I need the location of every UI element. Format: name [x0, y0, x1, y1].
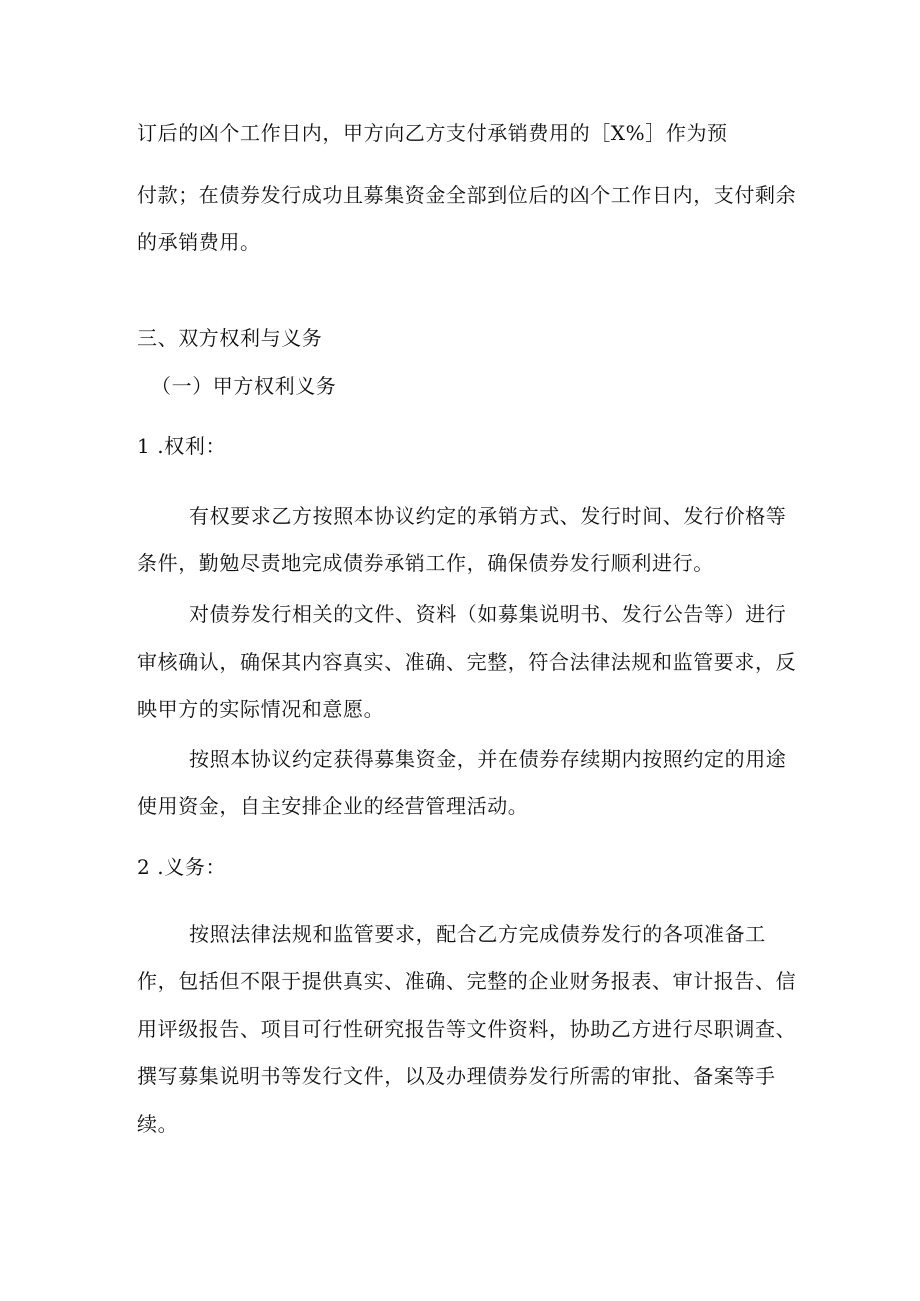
- subsection-heading: （一）甲方权利义务: [151, 374, 337, 398]
- obligations-paragraph-line-2: 作，包括但不限于提供真实、准确、完整的企业财务报表、审计报告、信: [137, 969, 797, 993]
- rights-paragraph-1-line-1: 有权要求乙方按照本协议约定的承销方式、发行时间、发行价格等: [189, 504, 787, 528]
- intro-line-2: 付款；在债券发行成功且募集资金全部到位后的凶个工作日内，支付剩余: [137, 183, 797, 207]
- rights-paragraph-2-line-2: 审核确认，确保其内容真实、准确、完整，符合法律法规和监管要求，反: [137, 650, 797, 674]
- rights-paragraph-2-line-3: 映甲方的实际情况和意愿。: [137, 697, 385, 721]
- intro-line-1: 订后的凶个工作日内，甲方向乙方支付承销费用的［X%］作为预: [137, 121, 728, 145]
- rights-paragraph-3-line-1: 按照本协议约定获得募集资金，并在债券存续期内按照约定的用途: [189, 747, 787, 771]
- rights-paragraph-3-line-2: 使用资金，自主安排企业的经营管理活动。: [137, 794, 529, 818]
- obligations-paragraph-line-1: 按照法律法规和监管要求，配合乙方完成债券发行的各项准备工: [189, 922, 766, 946]
- obligations-paragraph-line-3: 用评级报告、项目可行性研究报告等文件资料，协助乙方进行尽职调查、: [137, 1017, 797, 1041]
- obligations-heading: 2 .义务：: [137, 855, 227, 879]
- obligations-paragraph-line-5: 续。: [137, 1112, 179, 1136]
- rights-heading: 1 .权利：: [137, 434, 227, 458]
- rights-paragraph-2-line-1: 对债券发行相关的文件、资料（如募集说明书、发行公告等）进行: [189, 602, 787, 626]
- section-heading: 三、双方权利与义务: [137, 326, 323, 350]
- intro-line-3: 的承销费用。: [137, 230, 261, 254]
- rights-paragraph-1-line-2: 条件，勤勉尽责地完成债券承销工作，确保债券发行顺利进行。: [137, 551, 714, 575]
- obligations-paragraph-line-4: 撰写募集说明书等发行文件，以及办理债券发行所需的审批、备案等手: [137, 1064, 776, 1088]
